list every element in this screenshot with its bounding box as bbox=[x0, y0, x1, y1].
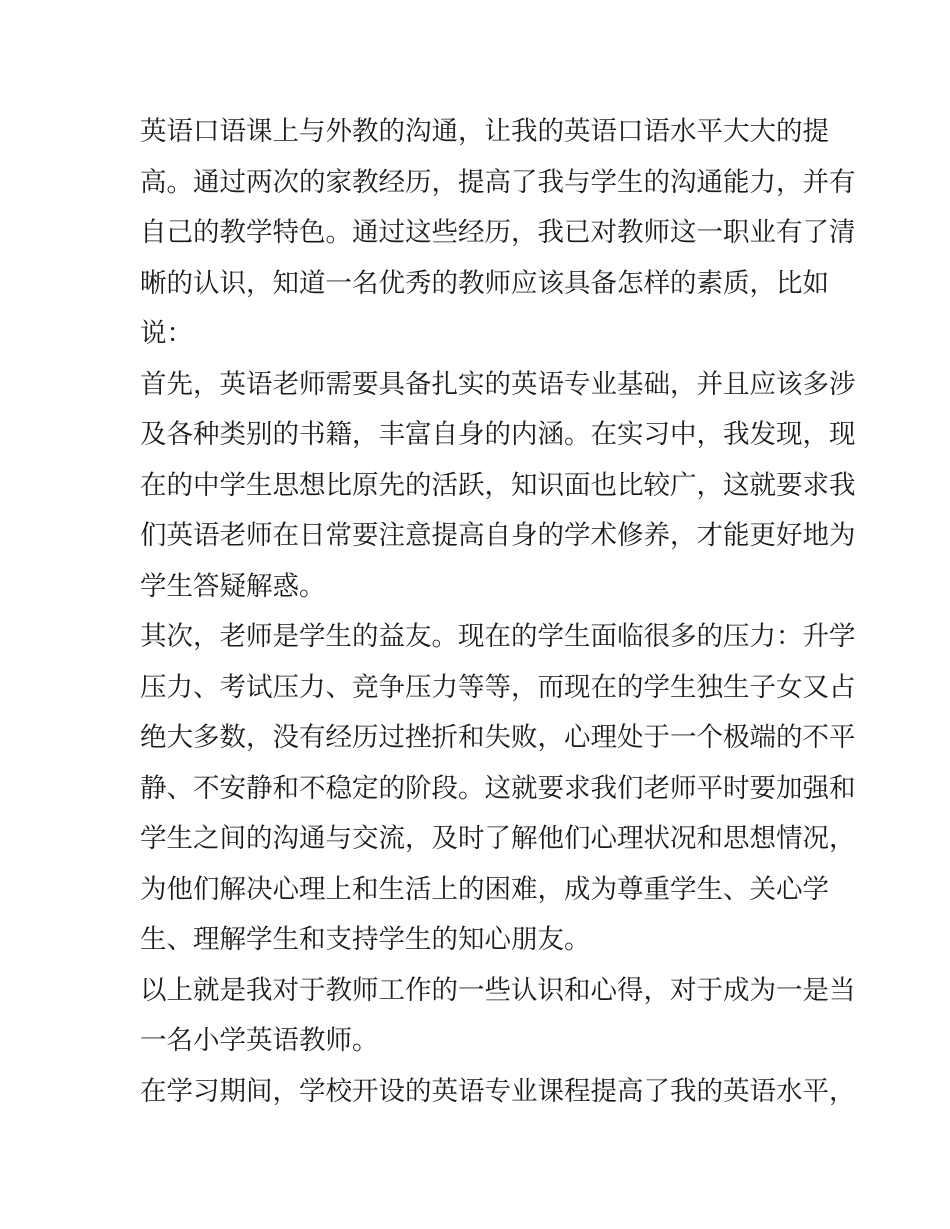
text-line: 绝大多数，没有经历过挫折和失败，心理处于一个极端的不平 bbox=[140, 722, 856, 753]
text-line: 首先，英语老师需要具备扎实的英语专业基础，并且应该多涉 bbox=[140, 368, 856, 400]
document-body bbox=[140, 107, 856, 1117]
text-line: 为他们解决心理上和生活上的困难，成为尊重学生、关心学 bbox=[140, 873, 829, 905]
text-line: 生、理解学生和支持学生的知心朋友。 bbox=[140, 924, 591, 955]
text-line: 学生之间的沟通与交流，及时了解他们心理状况和思想情况， bbox=[140, 823, 856, 854]
text-line: 一名小学英语教师。 bbox=[140, 1025, 379, 1056]
text-line: 及各种类别的书籍，丰富自身的内涵。在实习中，我发现，现 bbox=[140, 419, 856, 450]
text-line: 英语口语课上与外教的沟通，让我的英语口语水平大大的提 bbox=[140, 116, 829, 147]
text-line: 在学习期间，学校开设的英语专业课程提高了我的英语水平， bbox=[140, 1075, 856, 1107]
text-line: 们英语老师在日常要注意提高自身的学术修养，才能更好地为 bbox=[140, 520, 856, 551]
text-line: 在的中学生思想比原先的活跃，知识面也比较广，这就要求我 bbox=[140, 469, 856, 501]
text-line: 静、不安静和不稳定的阶段。这就要求我们老师平时要加强和 bbox=[140, 772, 856, 804]
text-line: 压力、考试压力、竞争压力等等，而现在的学生独生子女又占 bbox=[140, 671, 856, 703]
text-line: 高。通过两次的家教经历，提高了我与学生的沟通能力，并有 bbox=[140, 166, 856, 198]
text-line: 说： bbox=[140, 318, 193, 349]
text-line: 晰的认识，知道一名优秀的教师应该具备怎样的素质，比如 bbox=[140, 267, 829, 299]
text-line: 其次，老师是学生的益友。现在的学生面临很多的压力：升学 bbox=[140, 621, 856, 652]
text-line: 自己的教学特色。通过这些经历，我已对教师这一职业有了清 bbox=[140, 217, 856, 248]
text-line: 以上就是我对于教师工作的一些认识和心得，对于成为一是当 bbox=[140, 974, 856, 1006]
text-line: 学生答疑解惑。 bbox=[140, 570, 326, 602]
